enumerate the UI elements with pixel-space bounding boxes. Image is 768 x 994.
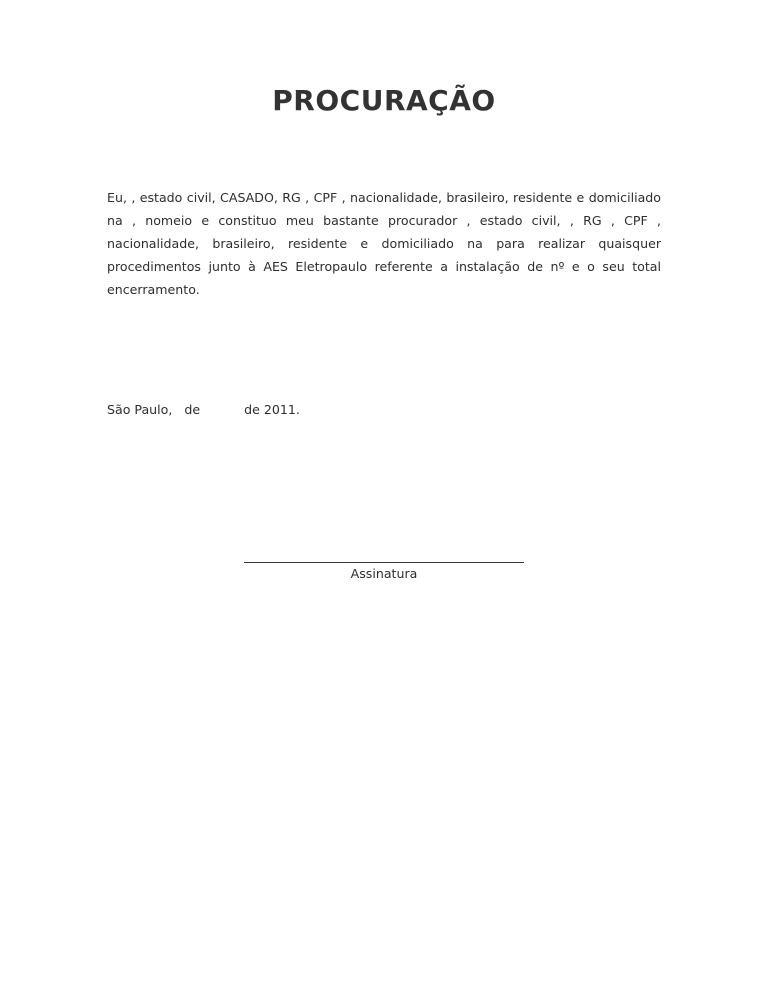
document-paragraph: Eu, , estado civil, CASADO, RG , CPF , nacionalidade, brasileiro, residente e domiciliado na , nomeio e constituo meu bastante procurador , estado civil, , RG , CPF , nacionalidade, brasileiro, residente e domiciliado na para realizar quaisquer procedimentos junto à AES Eletropaulo referente a instalação de nº e o seu total encerramento. xyxy=(107,190,661,297)
signature-block xyxy=(244,546,524,582)
document-title: PROCURAÇÃO xyxy=(272,84,496,117)
signature-line xyxy=(244,546,524,563)
date-line: São Paulo, de de 2011. xyxy=(107,402,300,417)
signature-label: Assinatura xyxy=(350,566,418,581)
